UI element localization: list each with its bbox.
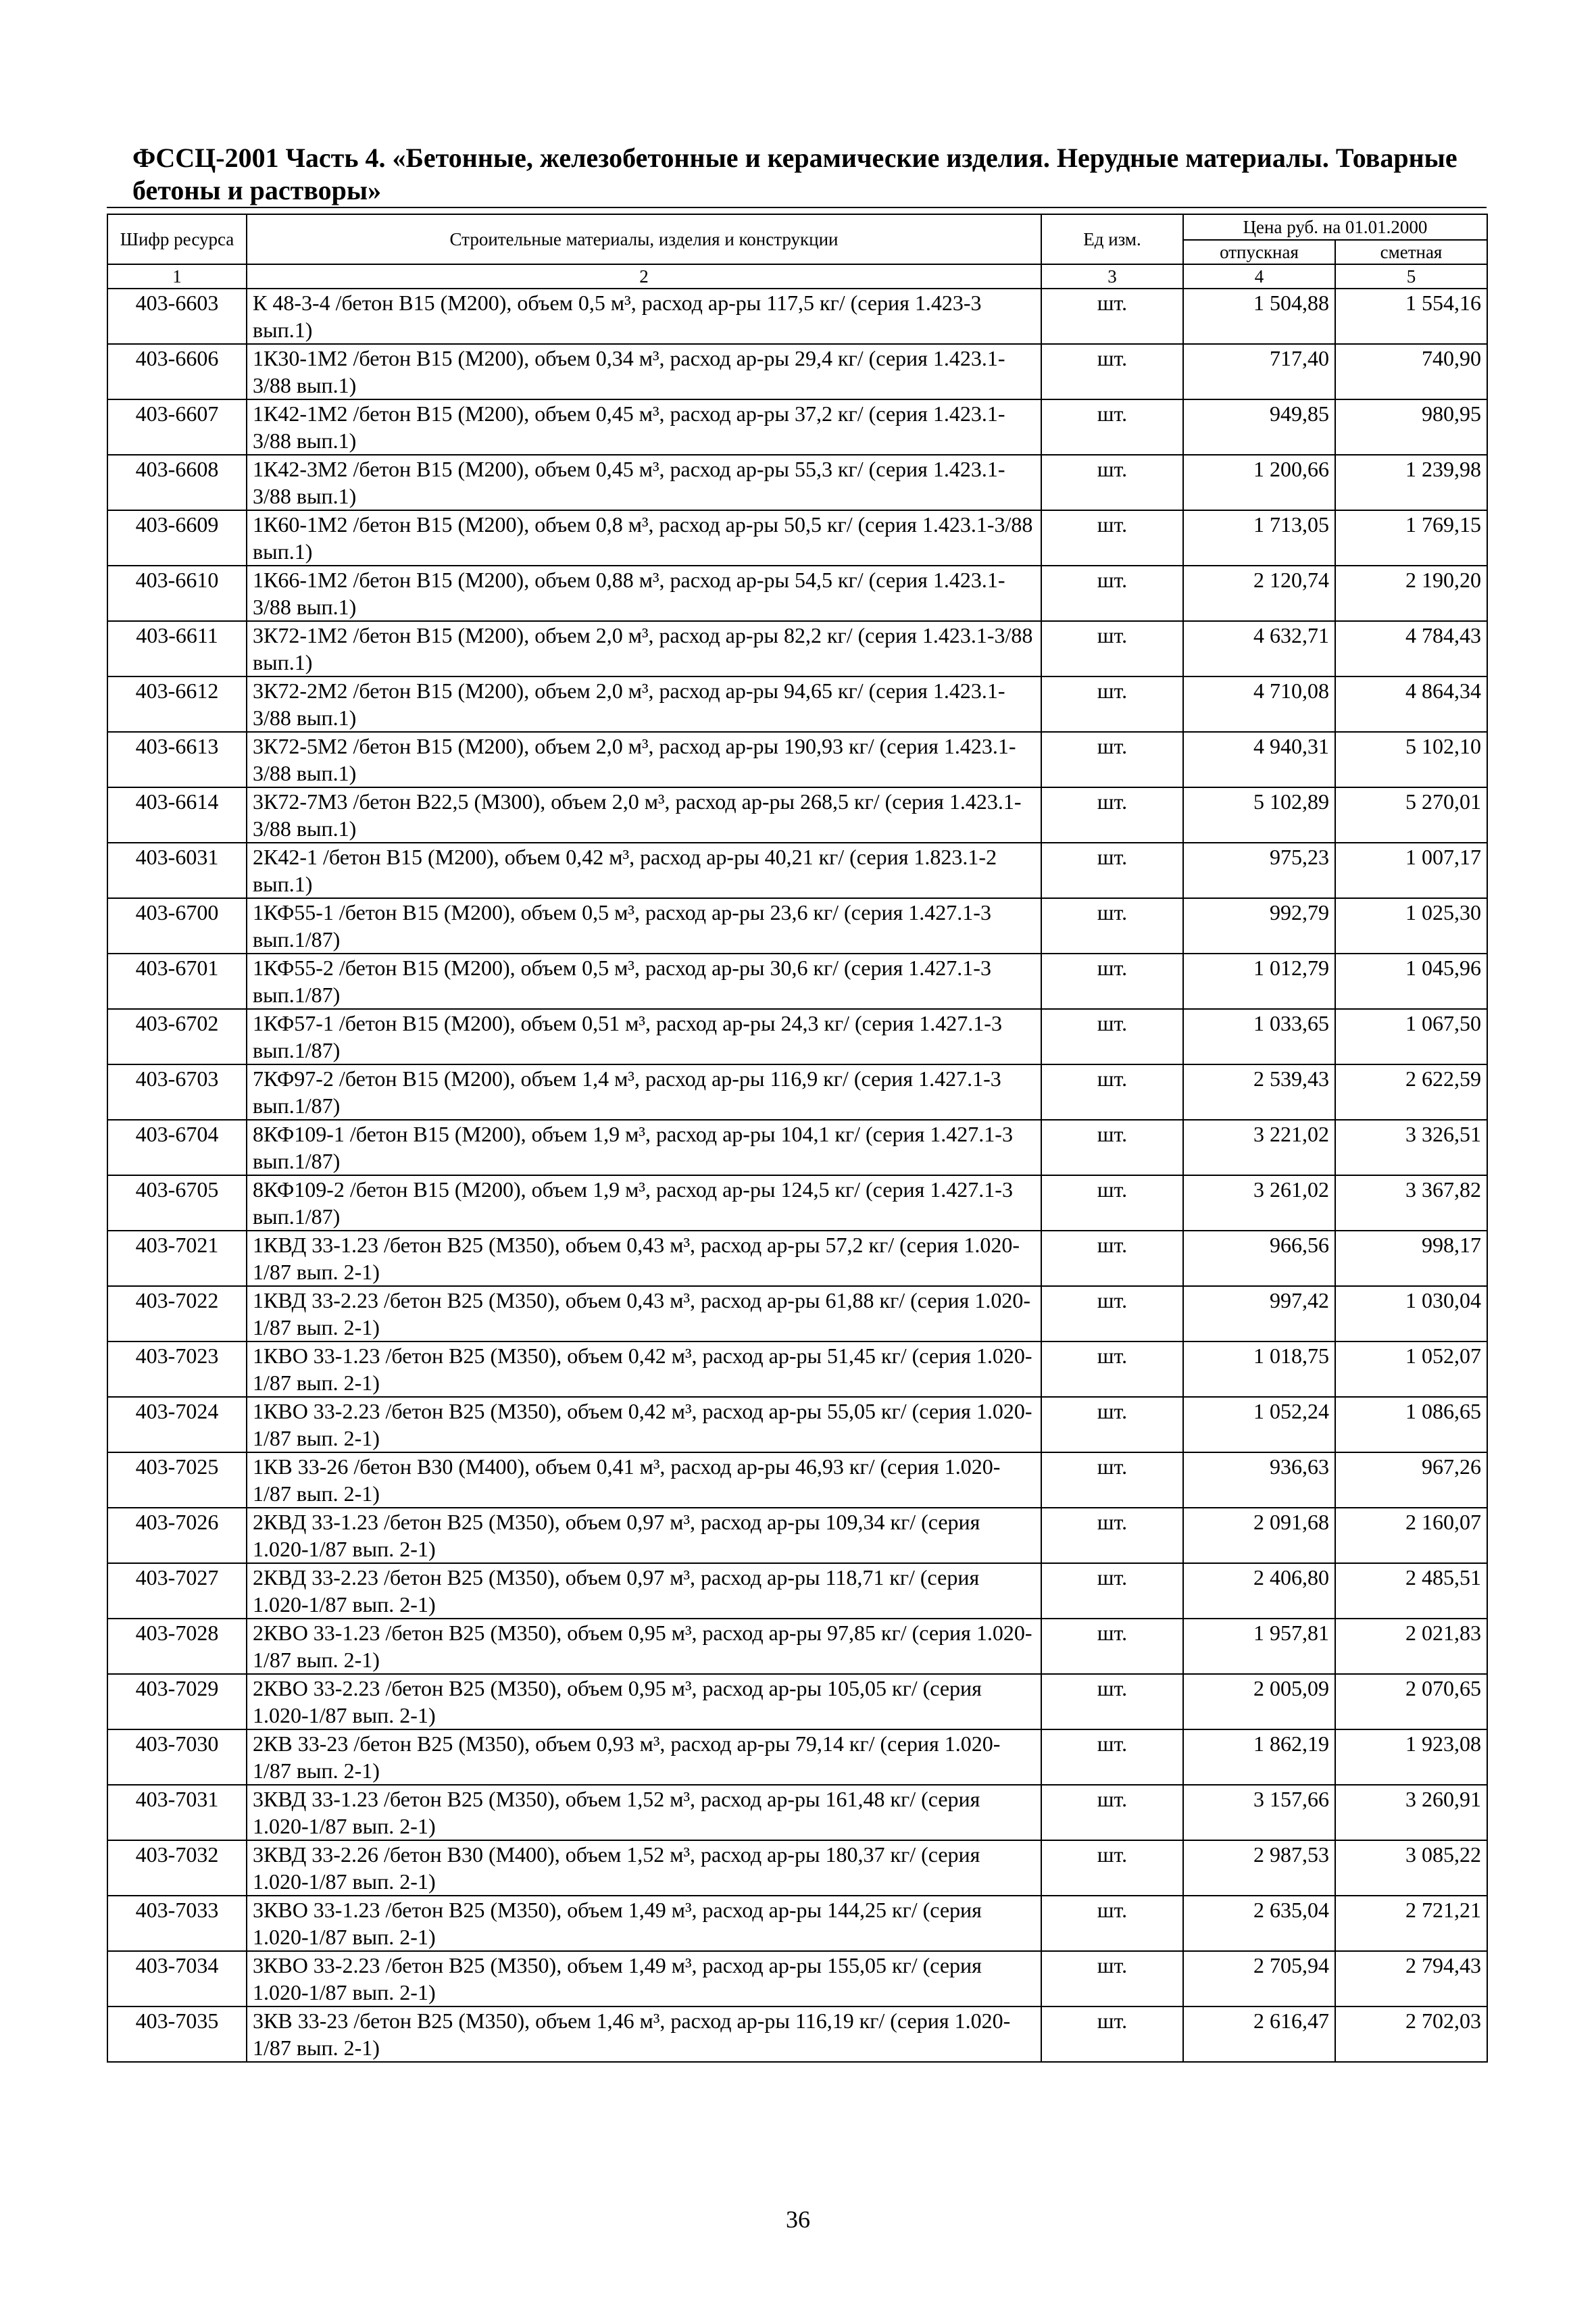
table-row: [107, 1452, 1487, 1508]
estimate-price-cell: 998,17: [1335, 1231, 1487, 1286]
release-price-cell: 966,56: [1183, 1231, 1335, 1286]
resource-code-cell: 403-6609: [107, 510, 247, 566]
material-name-cell: 1КФ55-1 /бетон B15 (M200), объем 0,5 м³, расход ар-ры 23,6 кг/ (серия 1.427.1-3 вып.1/87): [247, 898, 1041, 954]
resource-code-cell: 403-7032: [107, 1840, 247, 1896]
table-row: [107, 843, 1487, 898]
page-title: ФССЦ-2001 Часть 4. «Бетонные, железобетонные и керамические изделия. Нерудные материалы. Товарные бетоны и растворы»: [132, 143, 1457, 205]
estimate-price-cell: 967,26: [1335, 1452, 1487, 1508]
estimate-price-cell: 4 784,43: [1335, 621, 1487, 676]
resource-code-cell: 403-7030: [107, 1729, 247, 1785]
release-price-cell: 975,23: [1183, 843, 1335, 898]
release-price-cell: 1 018,75: [1183, 1341, 1335, 1397]
material-name-cell: 1КФ57-1 /бетон B15 (M200), объем 0,51 м³, расход ар-ры 24,3 кг/ (серия 1.427.1-3 вып.1/87): [247, 1009, 1041, 1064]
unit-cell: шт.: [1041, 1231, 1183, 1286]
table-row: [107, 1286, 1487, 1341]
material-name-cell: 2К42-1 /бетон B15 (M200), объем 0,42 м³, расход ар-ры 40,21 кг/ (серия 1.823.1-2 вып.1): [247, 843, 1041, 898]
table-row: [107, 289, 1487, 344]
unit-cell: шт.: [1041, 1896, 1183, 1951]
table-row: [107, 1120, 1487, 1175]
material-name-cell: 2КВ 33-23 /бетон B25 (M350), объем 0,93 м³, расход ар-ры 79,14 кг/ (серия 1.020-1/87 вып. 2-1): [247, 1729, 1041, 1785]
estimate-price-cell: 740,90: [1335, 344, 1487, 399]
resource-code-cell: 403-6703: [107, 1064, 247, 1120]
unit-cell: шт.: [1041, 399, 1183, 455]
table-row: [107, 954, 1487, 1009]
unit-cell: шт.: [1041, 954, 1183, 1009]
unit-cell: шт.: [1041, 1341, 1183, 1397]
header-release-price: отпускная: [1183, 240, 1335, 264]
table-row: [107, 1175, 1487, 1231]
material-name-cell: 3К72-7М3 /бетон B22,5 (M300), объем 2,0 м³, расход ар-ры 268,5 кг/ (серия 1.423.1-3/88 вып.1): [247, 787, 1041, 843]
estimate-price-cell: 1 030,04: [1335, 1286, 1487, 1341]
resource-code-cell: 403-6612: [107, 676, 247, 732]
release-price-cell: 5 102,89: [1183, 787, 1335, 843]
resource-code-cell: 403-6705: [107, 1175, 247, 1231]
material-name-cell: 2КВД 33-1.23 /бетон B25 (M350), объем 0,97 м³, расход ар-ры 109,34 кг/ (серия 1.020-1/87 вып. 2-1): [247, 1508, 1041, 1563]
header-estimate-price: сметная: [1335, 240, 1487, 264]
resource-code-cell: 403-6702: [107, 1009, 247, 1064]
table-row: [107, 1009, 1487, 1064]
table-row: [107, 1397, 1487, 1452]
unit-cell: шт.: [1041, 1785, 1183, 1840]
unit-cell: шт.: [1041, 898, 1183, 954]
resource-code-cell: 403-6603: [107, 289, 247, 344]
release-price-cell: 949,85: [1183, 399, 1335, 455]
column-number: 3: [1041, 264, 1183, 289]
estimate-price-cell: 2 070,65: [1335, 1674, 1487, 1729]
estimate-price-cell: 2 485,51: [1335, 1563, 1487, 1619]
column-number: 4: [1183, 264, 1335, 289]
header-price-group: Цена руб. на 01.01.2000: [1183, 214, 1487, 240]
estimate-price-cell: 1 045,96: [1335, 954, 1487, 1009]
material-name-cell: 1КВД 33-2.23 /бетон B25 (M350), объем 0,43 м³, расход ар-ры 61,88 кг/ (серия 1.020-1/87 вып. 2-1): [247, 1286, 1041, 1341]
material-name-cell: 1КВД 33-1.23 /бетон B25 (M350), объем 0,43 м³, расход ар-ры 57,2 кг/ (серия 1.020-1/87 вып. 2-1): [247, 1231, 1041, 1286]
release-price-cell: 1 052,24: [1183, 1397, 1335, 1452]
table-row: [107, 1508, 1487, 1563]
material-name-cell: 3КВО 33-1.23 /бетон B25 (M350), объем 1,49 м³, расход ар-ры 144,25 кг/ (серия 1.020-1/87 вып. 2-1): [247, 1896, 1041, 1951]
estimate-price-cell: 3 367,82: [1335, 1175, 1487, 1231]
header-code: Шифр ресурса: [107, 214, 247, 264]
unit-cell: шт.: [1041, 455, 1183, 510]
estimate-price-cell: 2 021,83: [1335, 1619, 1487, 1674]
release-price-cell: 4 632,71: [1183, 621, 1335, 676]
resource-code-cell: 403-7031: [107, 1785, 247, 1840]
unit-cell: шт.: [1041, 510, 1183, 566]
release-price-cell: 2 091,68: [1183, 1508, 1335, 1563]
table-row: [107, 898, 1487, 954]
resource-code-cell: 403-7021: [107, 1231, 247, 1286]
release-price-cell: 1 862,19: [1183, 1729, 1335, 1785]
material-name-cell: 8КФ109-2 /бетон B15 (M200), объем 1,9 м³, расход ар-ры 124,5 кг/ (серия 1.427.1-3 вып.1/87): [247, 1175, 1041, 1231]
release-price-cell: 3 221,02: [1183, 1120, 1335, 1175]
material-name-cell: 1КВ 33-26 /бетон B30 (M400), объем 0,41 м³, расход ар-ры 46,93 кг/ (серия 1.020-1/87 вып. 2-1): [247, 1452, 1041, 1508]
unit-cell: шт.: [1041, 566, 1183, 621]
material-name-cell: 2КВО 33-2.23 /бетон B25 (M350), объем 0,95 м³, расход ар-ры 105,05 кг/ (серия 1.020-1/87 вып. 2-1): [247, 1674, 1041, 1729]
unit-cell: шт.: [1041, 843, 1183, 898]
release-price-cell: 2 616,47: [1183, 2007, 1335, 2062]
page-number: 36: [786, 2206, 810, 2233]
estimate-price-cell: 1 923,08: [1335, 1729, 1487, 1785]
resource-code-cell: 403-7025: [107, 1452, 247, 1508]
unit-cell: шт.: [1041, 289, 1183, 344]
table-row: [107, 1896, 1487, 1951]
material-name-cell: 3КВ 33-23 /бетон B25 (M350), объем 1,46 м³, расход ар-ры 116,19 кг/ (серия 1.020-1/87 вып. 2-1): [247, 2007, 1041, 2062]
table-row: [107, 1231, 1487, 1286]
material-name-cell: 8КФ109-1 /бетон B15 (M200), объем 1,9 м³, расход ар-ры 104,1 кг/ (серия 1.427.1-3 вып.1/87): [247, 1120, 1041, 1175]
estimate-price-cell: 2 622,59: [1335, 1064, 1487, 1120]
unit-cell: шт.: [1041, 1508, 1183, 1563]
estimate-price-cell: 1 239,98: [1335, 455, 1487, 510]
release-price-cell: 4 710,08: [1183, 676, 1335, 732]
table-row: [107, 1729, 1487, 1785]
unit-cell: шт.: [1041, 1397, 1183, 1452]
release-price-cell: 2 406,80: [1183, 1563, 1335, 1619]
unit-cell: шт.: [1041, 1729, 1183, 1785]
material-name-cell: 3К72-5М2 /бетон B15 (M200), объем 2,0 м³, расход ар-ры 190,93 кг/ (серия 1.423.1-3/88 вып.1): [247, 732, 1041, 787]
resource-code-cell: 403-7027: [107, 1563, 247, 1619]
estimate-price-cell: 2 160,07: [1335, 1508, 1487, 1563]
unit-cell: шт.: [1041, 2007, 1183, 2062]
table-row: [107, 2007, 1487, 2062]
table-header: [107, 214, 1487, 289]
unit-cell: шт.: [1041, 1674, 1183, 1729]
header-name: Строительные материалы, изделия и конструкции: [247, 214, 1041, 264]
resource-code-cell: 403-7035: [107, 2007, 247, 2062]
table-row: [107, 1619, 1487, 1674]
release-price-cell: 2 539,43: [1183, 1064, 1335, 1120]
material-name-cell: 1КВО 33-2.23 /бетон B25 (M350), объем 0,42 м³, расход ар-ры 55,05 кг/ (серия 1.020-1/87 вып. 2-1): [247, 1397, 1041, 1452]
estimate-price-cell: 2 794,43: [1335, 1951, 1487, 2007]
material-name-cell: 7КФ97-2 /бетон B15 (M200), объем 1,4 м³, расход ар-ры 116,9 кг/ (серия 1.427.1-3 вып.1/87): [247, 1064, 1041, 1120]
estimate-price-cell: 3 326,51: [1335, 1120, 1487, 1175]
unit-cell: шт.: [1041, 1286, 1183, 1341]
release-price-cell: 4 940,31: [1183, 732, 1335, 787]
table-row: [107, 1341, 1487, 1397]
resource-code-cell: 403-6613: [107, 732, 247, 787]
unit-cell: шт.: [1041, 1064, 1183, 1120]
release-price-cell: 936,63: [1183, 1452, 1335, 1508]
resource-code-cell: 403-6606: [107, 344, 247, 399]
estimate-price-cell: 4 864,34: [1335, 676, 1487, 732]
resource-code-cell: 403-6031: [107, 843, 247, 898]
release-price-cell: 992,79: [1183, 898, 1335, 954]
table-body: [107, 289, 1487, 2062]
release-price-cell: 2 987,53: [1183, 1840, 1335, 1896]
release-price-cell: 1 713,05: [1183, 510, 1335, 566]
material-name-cell: 3К72-2М2 /бетон B15 (M200), объем 2,0 м³, расход ар-ры 94,65 кг/ (серия 1.423.1-3/88 вып.1): [247, 676, 1041, 732]
estimate-price-cell: 1 007,17: [1335, 843, 1487, 898]
resource-code-cell: 403-6614: [107, 787, 247, 843]
estimate-price-cell: 2 190,20: [1335, 566, 1487, 621]
material-name-cell: 2КВД 33-2.23 /бетон B25 (M350), объем 0,97 м³, расход ар-ры 118,71 кг/ (серия 1.020-1/87 вып. 2-1): [247, 1563, 1041, 1619]
unit-cell: шт.: [1041, 787, 1183, 843]
unit-cell: шт.: [1041, 344, 1183, 399]
release-price-cell: 1 012,79: [1183, 954, 1335, 1009]
resource-code-cell: 403-7023: [107, 1341, 247, 1397]
estimate-price-cell: 5 270,01: [1335, 787, 1487, 843]
release-price-cell: 997,42: [1183, 1286, 1335, 1341]
resource-code-cell: 403-7034: [107, 1951, 247, 2007]
release-price-cell: 3 261,02: [1183, 1175, 1335, 1231]
resource-code-cell: 403-7024: [107, 1397, 247, 1452]
table-row: [107, 566, 1487, 621]
material-name-cell: 3КВД 33-2.26 /бетон B30 (M400), объем 1,52 м³, расход ар-ры 180,37 кг/ (серия 1.020-1/87 вып. 2-1): [247, 1840, 1041, 1896]
table-row: [107, 621, 1487, 676]
unit-cell: шт.: [1041, 1175, 1183, 1231]
table-row: [107, 787, 1487, 843]
resource-code-cell: 403-6701: [107, 954, 247, 1009]
unit-cell: шт.: [1041, 1120, 1183, 1175]
column-number: 5: [1335, 264, 1487, 289]
resource-code-cell: 403-6611: [107, 621, 247, 676]
material-name-cell: 1КФ55-2 /бетон B15 (M200), объем 0,5 м³, расход ар-ры 30,6 кг/ (серия 1.427.1-3 вып.1/87): [247, 954, 1041, 1009]
estimate-price-cell: 3 085,22: [1335, 1840, 1487, 1896]
estimate-price-cell: 1 025,30: [1335, 898, 1487, 954]
estimate-price-cell: 5 102,10: [1335, 732, 1487, 787]
material-name-cell: 2КВО 33-1.23 /бетон B25 (M350), объем 0,95 м³, расход ар-ры 97,85 кг/ (серия 1.020-1/87 вып. 2-1): [247, 1619, 1041, 1674]
estimate-price-cell: 1 554,16: [1335, 289, 1487, 344]
estimate-price-cell: 3 260,91: [1335, 1785, 1487, 1840]
unit-cell: шт.: [1041, 1009, 1183, 1064]
resource-code-cell: 403-7033: [107, 1896, 247, 1951]
resource-code-cell: 403-6607: [107, 399, 247, 455]
table-row: [107, 732, 1487, 787]
estimate-price-cell: 2 721,21: [1335, 1896, 1487, 1951]
release-price-cell: 2 120,74: [1183, 566, 1335, 621]
table-row: [107, 1785, 1487, 1840]
table-row: [107, 1674, 1487, 1729]
release-price-cell: 3 157,66: [1183, 1785, 1335, 1840]
resource-code-cell: 403-7029: [107, 1674, 247, 1729]
resource-code-cell: 403-6700: [107, 898, 247, 954]
material-name-cell: 3К72-1М2 /бетон B15 (M200), объем 2,0 м³, расход ар-ры 82,2 кг/ (серия 1.423.1-3/88 вып.1): [247, 621, 1041, 676]
table-row: [107, 1064, 1487, 1120]
unit-cell: шт.: [1041, 1563, 1183, 1619]
material-name-cell: 1К42-3М2 /бетон B15 (M200), объем 0,45 м³, расход ар-ры 55,3 кг/ (серия 1.423.1-3/88 вып.1): [247, 455, 1041, 510]
table-row: [107, 455, 1487, 510]
material-name-cell: 1К60-1М2 /бетон B15 (M200), объем 0,8 м³, расход ар-ры 50,5 кг/ (серия 1.423.1-3/88 вып.1): [247, 510, 1041, 566]
resource-code-cell: 403-7028: [107, 1619, 247, 1674]
column-number: 1: [107, 264, 247, 289]
release-price-cell: 2 005,09: [1183, 1674, 1335, 1729]
release-price-cell: 2 635,04: [1183, 1896, 1335, 1951]
release-price-cell: 1 957,81: [1183, 1619, 1335, 1674]
price-table: [107, 214, 1488, 2063]
table-row: [107, 1840, 1487, 1896]
unit-cell: шт.: [1041, 1452, 1183, 1508]
material-name-cell: К 48-3-4 /бетон B15 (M200), объем 0,5 м³, расход ар-ры 117,5 кг/ (серия 1.423-3 вып.1): [247, 289, 1041, 344]
title-underline: [107, 207, 1487, 208]
material-name-cell: 1К30-1М2 /бетон B15 (M200), объем 0,34 м³, расход ар-ры 29,4 кг/ (серия 1.423.1-3/88 вып.1): [247, 344, 1041, 399]
table-row: [107, 1563, 1487, 1619]
resource-code-cell: 403-6608: [107, 455, 247, 510]
material-name-cell: 1К66-1М2 /бетон B15 (M200), объем 0,88 м³, расход ар-ры 54,5 кг/ (серия 1.423.1-3/88 вып.1): [247, 566, 1041, 621]
table-row: [107, 510, 1487, 566]
resource-code-cell: 403-7026: [107, 1508, 247, 1563]
table-row: [107, 1951, 1487, 2007]
unit-cell: шт.: [1041, 676, 1183, 732]
unit-cell: шт.: [1041, 1619, 1183, 1674]
estimate-price-cell: 1 086,65: [1335, 1397, 1487, 1452]
unit-cell: шт.: [1041, 732, 1183, 787]
material-name-cell: 3КВД 33-1.23 /бетон B25 (M350), объем 1,52 м³, расход ар-ры 161,48 кг/ (серия 1.020-1/87 вып. 2-1): [247, 1785, 1041, 1840]
resource-code-cell: 403-7022: [107, 1286, 247, 1341]
header-unit: Ед изм.: [1041, 214, 1183, 264]
unit-cell: шт.: [1041, 1951, 1183, 2007]
release-price-cell: 717,40: [1183, 344, 1335, 399]
resource-code-cell: 403-6610: [107, 566, 247, 621]
table-row: [107, 399, 1487, 455]
column-number: 2: [247, 264, 1041, 289]
estimate-price-cell: 1 052,07: [1335, 1341, 1487, 1397]
resource-code-cell: 403-6704: [107, 1120, 247, 1175]
estimate-price-cell: 1 067,50: [1335, 1009, 1487, 1064]
estimate-price-cell: 2 702,03: [1335, 2007, 1487, 2062]
release-price-cell: 1 200,66: [1183, 455, 1335, 510]
estimate-price-cell: 980,95: [1335, 399, 1487, 455]
release-price-cell: 2 705,94: [1183, 1951, 1335, 2007]
material-name-cell: 1К42-1М2 /бетон B15 (M200), объем 0,45 м³, расход ар-ры 37,2 кг/ (серия 1.423.1-3/88 вып.1): [247, 399, 1041, 455]
material-name-cell: 3КВО 33-2.23 /бетон B25 (M350), объем 1,49 м³, расход ар-ры 155,05 кг/ (серия 1.020-1/87 вып. 2-1): [247, 1951, 1041, 2007]
release-price-cell: 1 033,65: [1183, 1009, 1335, 1064]
table-row: [107, 676, 1487, 732]
table-row: [107, 344, 1487, 399]
estimate-price-cell: 1 769,15: [1335, 510, 1487, 566]
unit-cell: шт.: [1041, 621, 1183, 676]
material-name-cell: 1КВО 33-1.23 /бетон B25 (M350), объем 0,42 м³, расход ар-ры 51,45 кг/ (серия 1.020-1/87 вып. 2-1): [247, 1341, 1041, 1397]
unit-cell: шт.: [1041, 1840, 1183, 1896]
release-price-cell: 1 504,88: [1183, 289, 1335, 344]
